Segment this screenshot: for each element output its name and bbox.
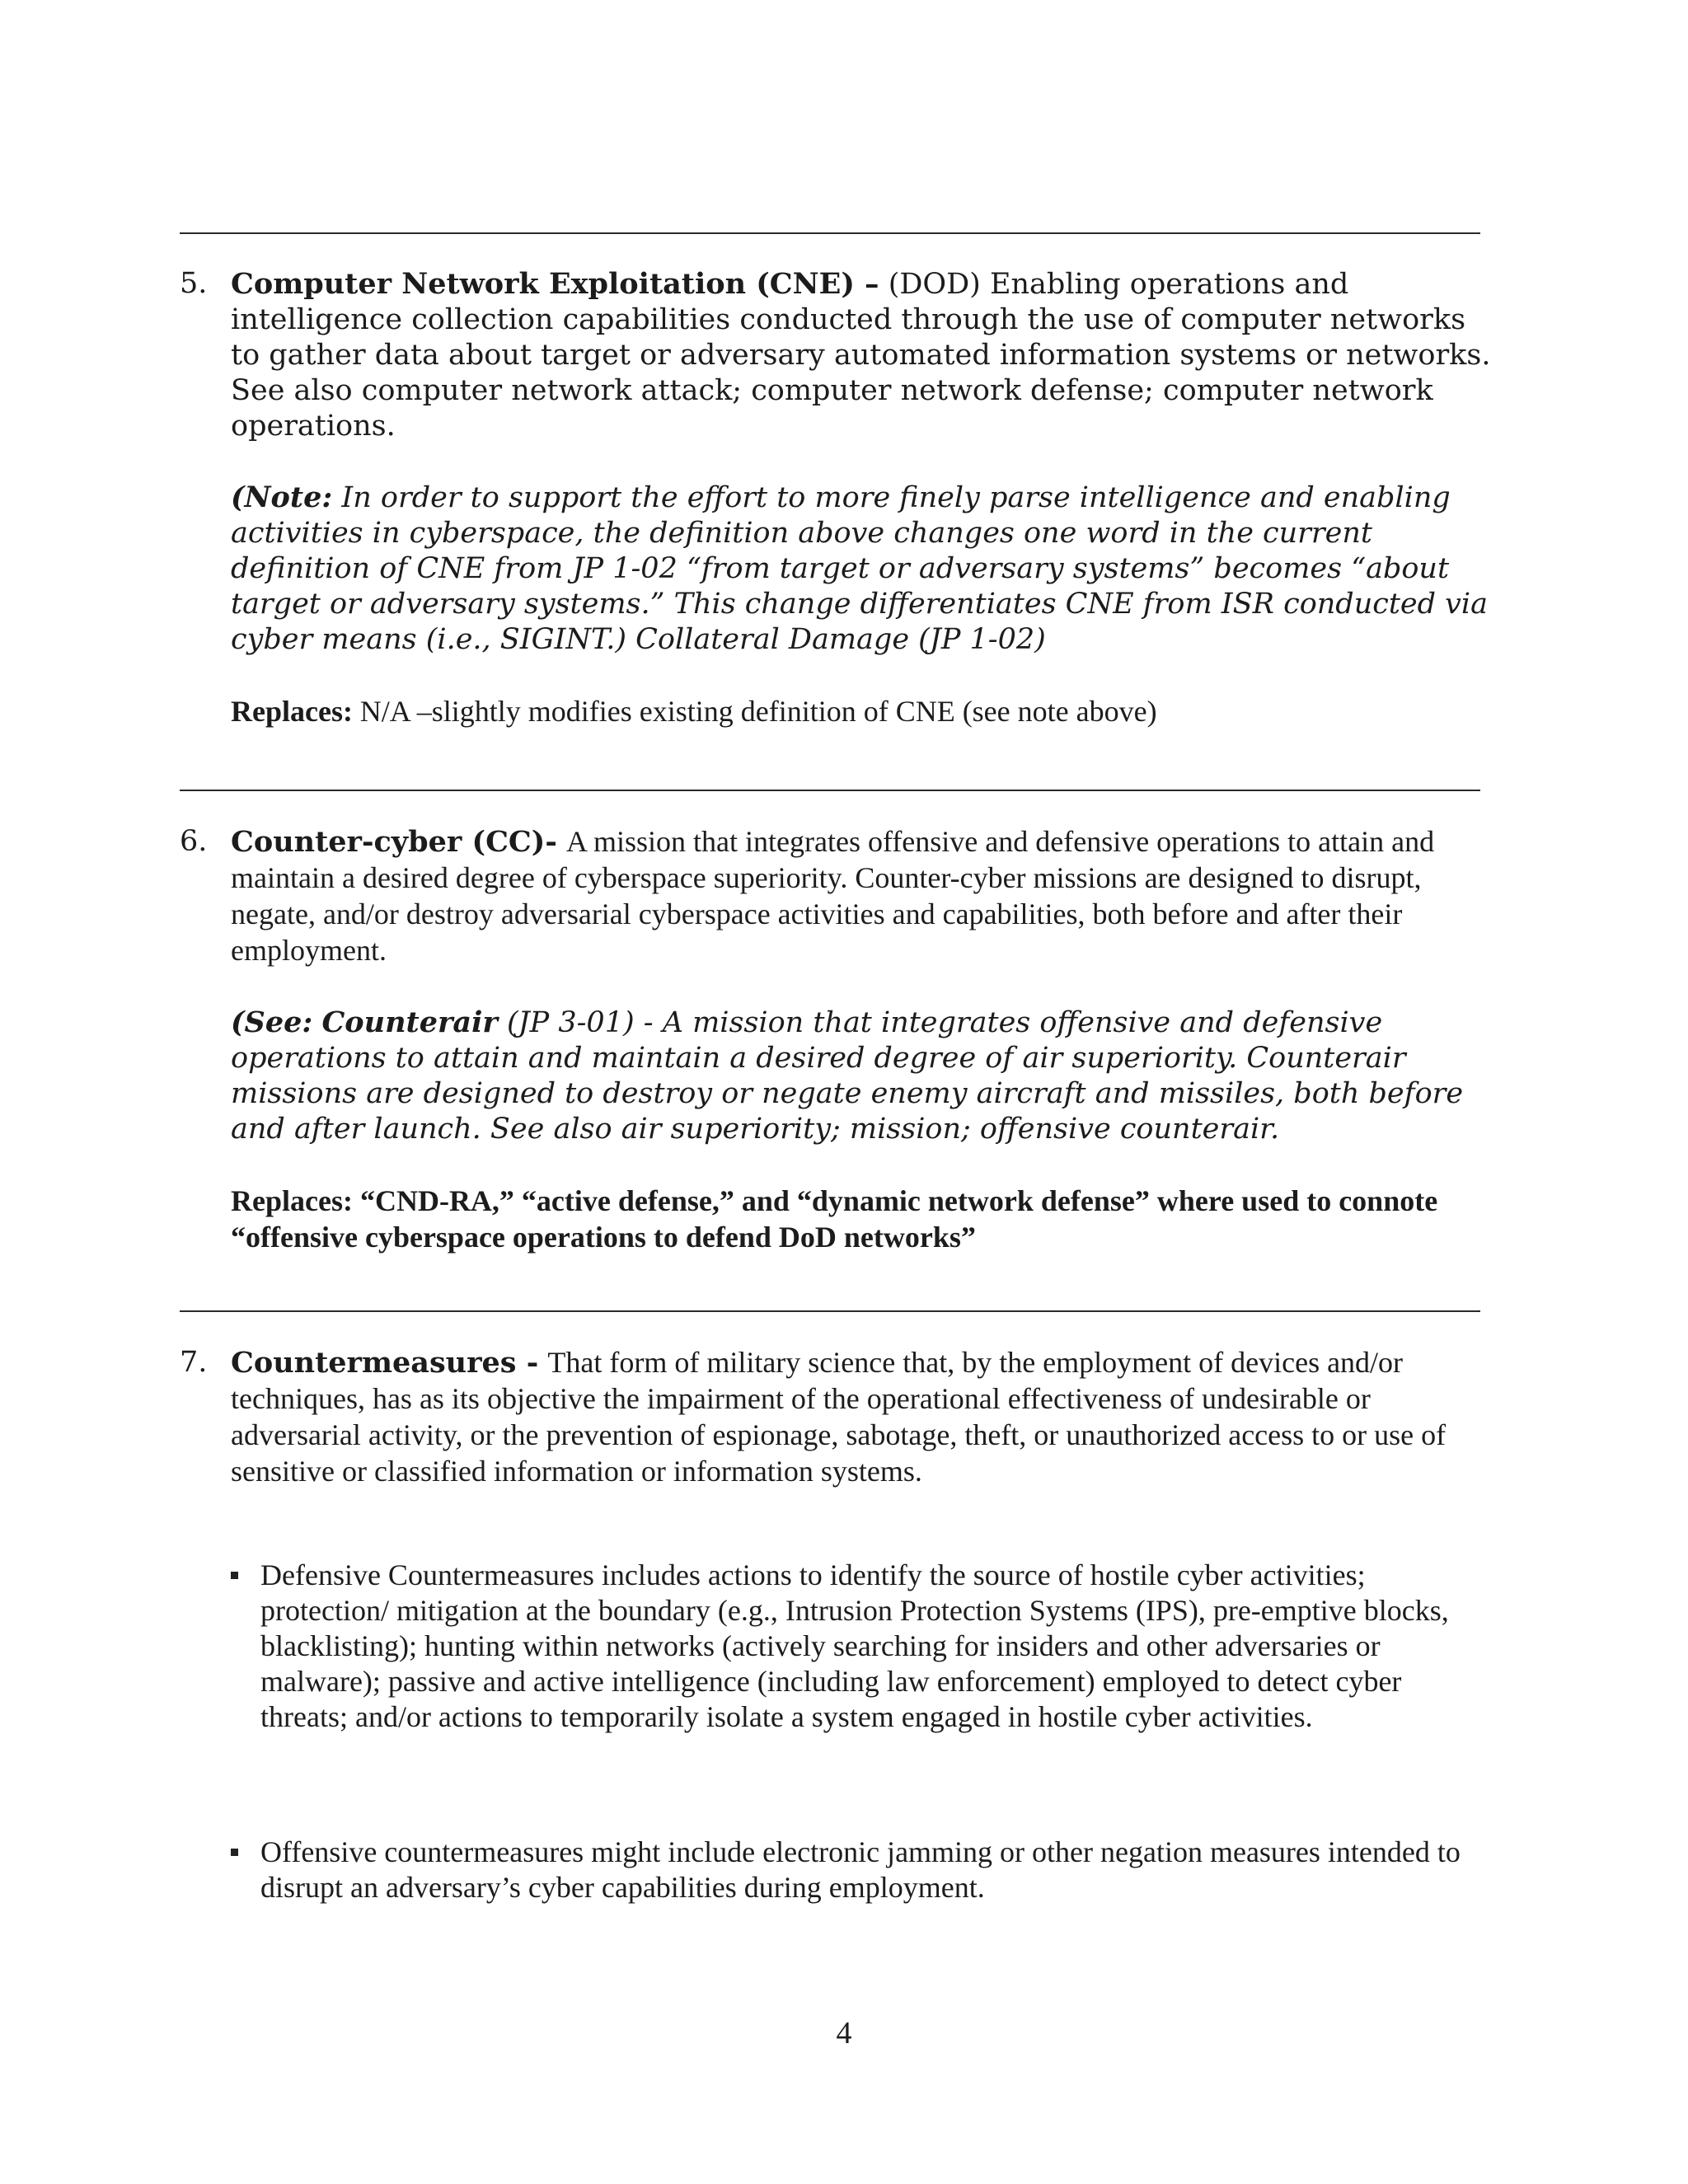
list-item [231,1558,1467,1735]
replaces-text: N/A –slightly modifies existing definition of CNE (see note above) [359,695,1157,728]
bullet-text: Defensive Countermeasures includes actions to identify the source of hostile cyber activities; protection/ mitigation at the boundary (e.g., Intrusion Protection Systems (IPS), pre-emptive blocks, blacklisting); hunting within networks (actively searching for insiders and other adversaries or malware); passive and active intelligence (including law enforcement) employed to detect cyber threats; and/or actions to temporarily isolate a system engaged in hostile cyber activities. [260,1558,1449,1733]
entry-replaces: Replaces: “CND-RA,” “active defense,” and “dynamic network defense” where used to connote “offensive cyberspace operations to defend DoD networks” [231,1184,1438,1254]
entry-body [231,266,1500,729]
entry-term: Counter-cyber (CC)- [231,825,557,859]
replaces-label: Replaces: [231,695,353,728]
entry-body [231,824,1500,1255]
divider-rule [180,232,1480,234]
see-term: Counterair [321,1005,498,1039]
definition-text: A mission that integrates offensive and defensive operations to attain and maintain a desired degree of cyberspace superiority. Counter-cyber missions are designed to disrupt, negate, and/or destroy adversarial cyberspace activities and capabilities, both before and after their employment. [231,825,1435,967]
entry-term: Computer Network Exploitation (CNE) – [231,267,879,301]
see-label: (See: [231,1005,313,1039]
entry-definition [231,1345,1500,1490]
page-number: 4 [836,2016,852,2050]
divider-rule [180,790,1480,791]
entry-note [231,480,1500,658]
entry-number: 5. [180,267,208,300]
divider-rule [180,1310,1480,1312]
entry-body [231,1345,1500,1490]
see-text: (JP 3-01) - A mission that integrates offensive and defensive operations to attain and maintain a desired degree of air superiority. Counterair missions are designed to destroy or negate enemy aircraft and missiles, both before and after launch. See also air superiority; mission; offensive counterair. [231,1006,1464,1146]
note-label: (Note: [231,480,333,514]
bullet-marker [231,1572,238,1579]
entry-definition [231,266,1500,444]
entry-see-also [231,1005,1500,1147]
entry-number: 6. [180,825,208,858]
bullet-marker [231,1849,238,1856]
note-text: In order to support the effort to more finely parse intelligence and enabling activities in cyberspace, the definition above changes one word in the current definition of CNE from JP 1-02 “from target or adversary systems” becomes “about target or adversary systems.” This change differentiates CNE from ISR conducted via cyber means (i.e., SIGINT.) Collateral Damage (JP 1-02) [231,481,1488,656]
entry-term: Countermeasures - [231,1346,539,1380]
entry-definition [231,824,1500,969]
list-item [231,1835,1467,1905]
bullet-text: Offensive countermeasures might include electronic jamming or other negation measures intended to disrupt an adversary’s cyber capabilities during employment. [260,1835,1461,1904]
definition-text: That form of military science that, by the employment of devices and/or techniques, has as its objective the impairment of the operational effectiveness of undesirable or adversarial activity, or the prevention of espionage, sabotage, theft, or unauthorized access to or use of sensitive or classified information or information systems. [231,1346,1447,1488]
definition-text: (DOD) Enabling operations and intelligence collection capabilities conducted through the use of computer networks to gather data about target or adversary automated information systems or networks. See also computer network attack; computer network defense; computer network operations. [231,268,1491,443]
entry-replaces [231,693,1500,729]
entry-number: 7. [180,1346,208,1379]
